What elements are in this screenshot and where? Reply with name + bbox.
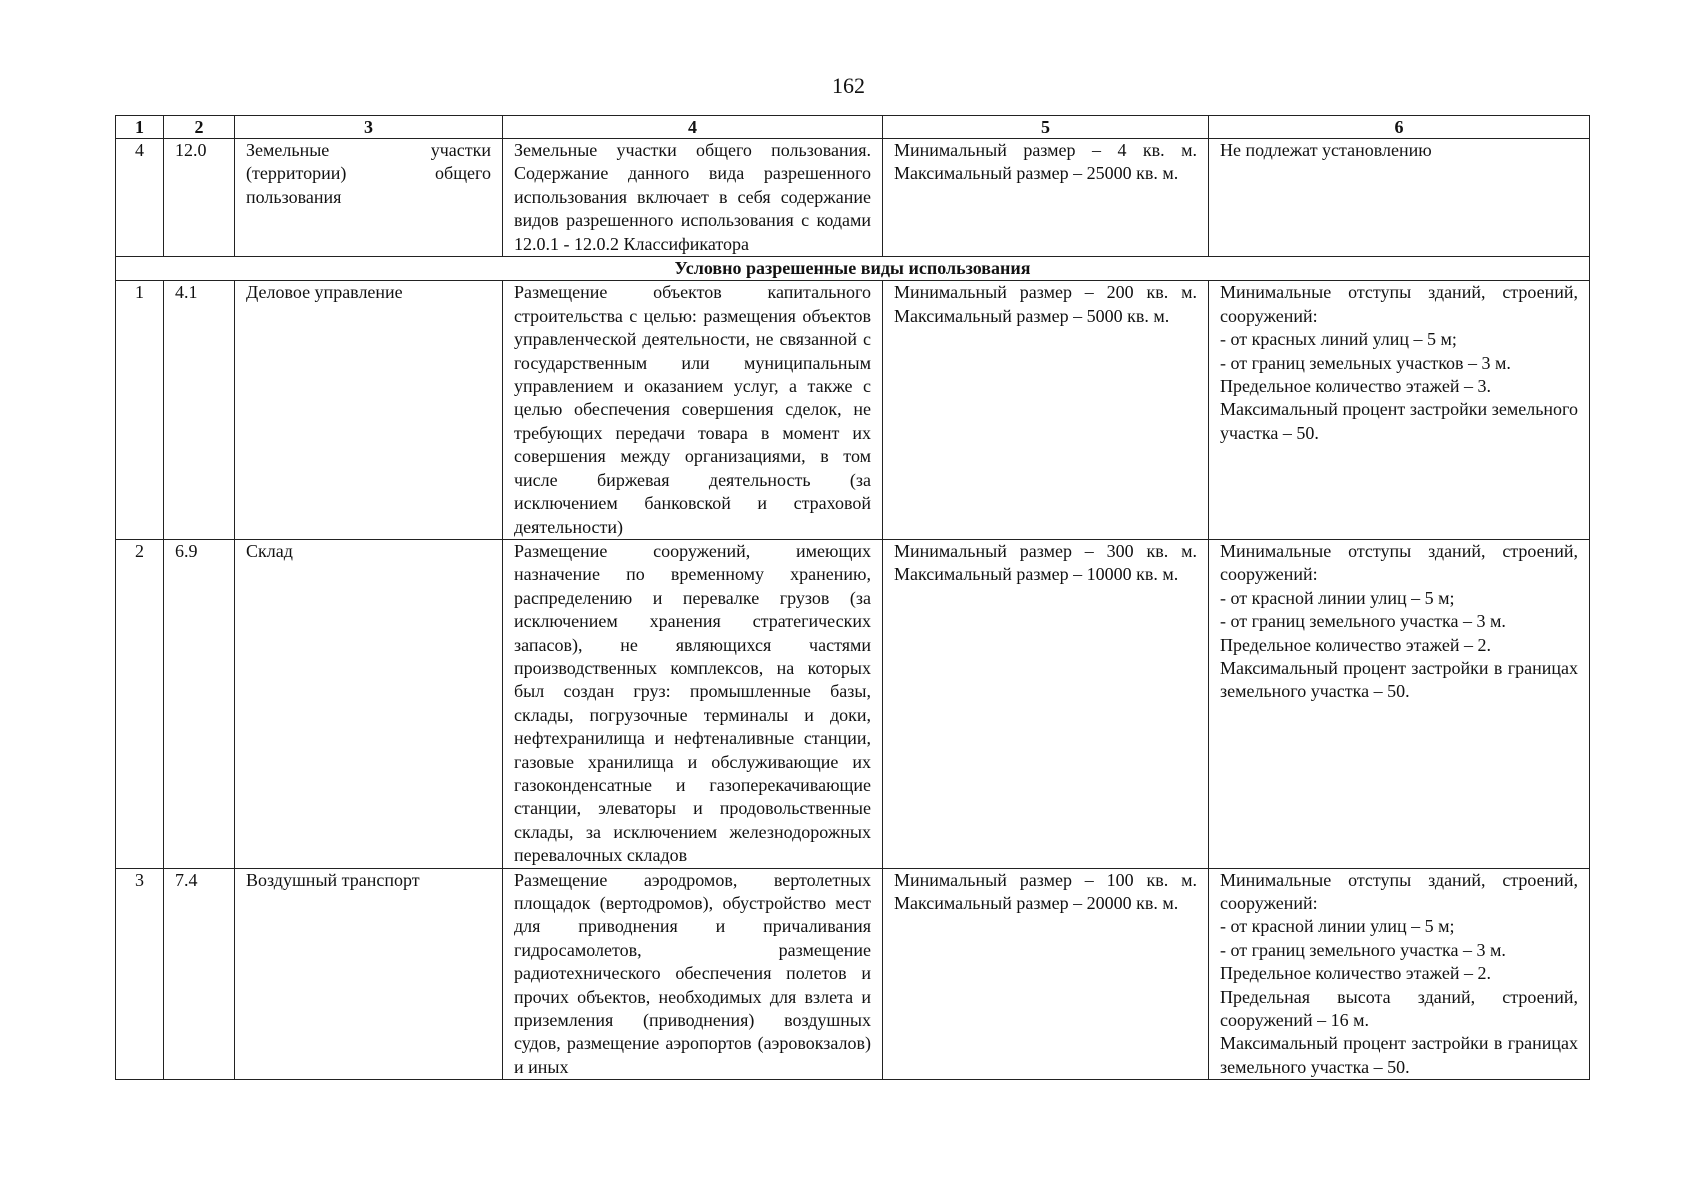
- row-params: [1209, 868, 1590, 1080]
- land-use-table: [115, 115, 1590, 1080]
- column-header: 6: [1209, 116, 1590, 139]
- row-size: Минимальный размер – 100 кв. м. Максимальный размер – 20000 кв. м.: [883, 868, 1209, 1080]
- param-line: - от границ земельного участка – 3 м.: [1220, 611, 1506, 632]
- row-params: [1209, 281, 1590, 539]
- param-line: Предельное количество этажей – 3.: [1220, 376, 1491, 397]
- column-header: 2: [164, 116, 235, 139]
- column-header: 3: [235, 116, 503, 139]
- row-size: Минимальный размер – 300 кв. м. Максимальный размер – 10000 кв. м.: [883, 539, 1209, 868]
- param-line: Предельное количество этажей – 2.: [1220, 634, 1491, 655]
- page-number: 162: [832, 73, 865, 98]
- row-name: Воздушный транспорт: [235, 868, 503, 1080]
- param-line: - от границ земельного участка – 3 м.: [1220, 939, 1506, 960]
- section-header-row: [116, 257, 1590, 281]
- row-number: 1: [116, 281, 164, 539]
- param-line: Минимальные отступы зданий, строений, сооружений:: [1220, 540, 1578, 585]
- row-code: 7.4: [164, 868, 235, 1080]
- row-code: 12.0: [164, 139, 235, 257]
- section-title: Условно разрешенные виды использования: [116, 257, 1590, 281]
- row-name: Деловое управление: [235, 281, 503, 539]
- column-header: 1: [116, 116, 164, 139]
- param-line: - от границ земельных участков – 3 м.: [1220, 352, 1511, 373]
- table-row: [116, 868, 1590, 1080]
- param-line: Максимальный процент застройки земельного участка – 50.: [1220, 399, 1578, 443]
- param-line: Минимальные отступы зданий, строений, сооружений:: [1220, 869, 1578, 913]
- param-line: Не подлежат установлению: [1220, 140, 1432, 160]
- row-description: Размещение объектов капитального строительства с целью: размещения объектов управленческой деятельности, не связанной с государственным или муниципальным управлением и оказанием услуг, а также с целью обеспечения совершения сделок, не требующих передачи товара в момент их совершения между организациями, в том числе биржевая деятельность (за исключением банковской и страховой деятельности): [503, 281, 883, 539]
- row-number: 4: [116, 139, 164, 257]
- param-line: Предельное количество этажей – 2.: [1220, 963, 1491, 984]
- row-name: Склад: [235, 539, 503, 868]
- row-description: Земельные участки общего пользования. Содержание данного вида разрешенного использования включает в себя содержание видов разрешенного использования с кодами 12.0.1 - 12.0.2 Классификатора: [503, 139, 883, 257]
- param-line: Минимальные отступы зданий, строений, сооружений:: [1220, 282, 1578, 326]
- row-size: Минимальный размер – 4 кв. м. Максимальный размер – 25000 кв. м.: [883, 139, 1209, 257]
- table-row: [116, 281, 1590, 539]
- param-line: - от красных линий улиц – 5 м;: [1220, 329, 1457, 350]
- row-params: [1209, 539, 1590, 868]
- table-header-row: [116, 116, 1590, 139]
- column-header: 5: [883, 116, 1209, 139]
- row-number: 3: [116, 868, 164, 1080]
- row-size: Минимальный размер – 200 кв. м. Максимальный размер – 5000 кв. м.: [883, 281, 1209, 539]
- row-code: 6.9: [164, 539, 235, 868]
- param-line: Максимальный процент застройки в границах земельного участка – 50.: [1220, 1033, 1578, 1077]
- row-code: 4.1: [164, 281, 235, 539]
- column-header: 4: [503, 116, 883, 139]
- table-row: [116, 539, 1590, 868]
- row-description: Размещение сооружений, имеющих назначение по временному хранению, распределению и перевалке грузов (за исключением хранения стратегических запасов), не являющихся частями производственных комплексов, на которых был создан груз: промышленные базы, склады, погрузочные терминалы и доки, нефтехранилища и нефтеналивные станции, газовые хранилища и обслуживающие их газоконденсатные и газоперекачивающие станции, элеваторы и продовольственные склады, за исключением железнодорожных перевалочных складов: [503, 539, 883, 868]
- param-line: Максимальный процент застройки в границах земельного участка – 50.: [1220, 657, 1578, 702]
- param-line: Предельная высота зданий, строений, сооружений – 16 м.: [1220, 986, 1578, 1031]
- row-description: Размещение аэродромов, вертолетных площадок (вертодромов), обустройство мест для приводнения и причаливания гидросамолетов, размещение радиотехнического обеспечения полетов и прочих объектов, необходимых для взлета и приземления (приводнения) воздушных судов, размещение аэропортов (аэровокзалов) и иных: [503, 868, 883, 1080]
- row-number: 2: [116, 539, 164, 868]
- row-name: Земельные участки (территории) общего пользования: [235, 139, 503, 257]
- table-row: [116, 139, 1590, 257]
- param-line: - от красной линии улиц – 5 м;: [1220, 916, 1455, 937]
- row-params: [1209, 139, 1590, 257]
- param-line: - от красной линии улиц – 5 м;: [1220, 587, 1455, 608]
